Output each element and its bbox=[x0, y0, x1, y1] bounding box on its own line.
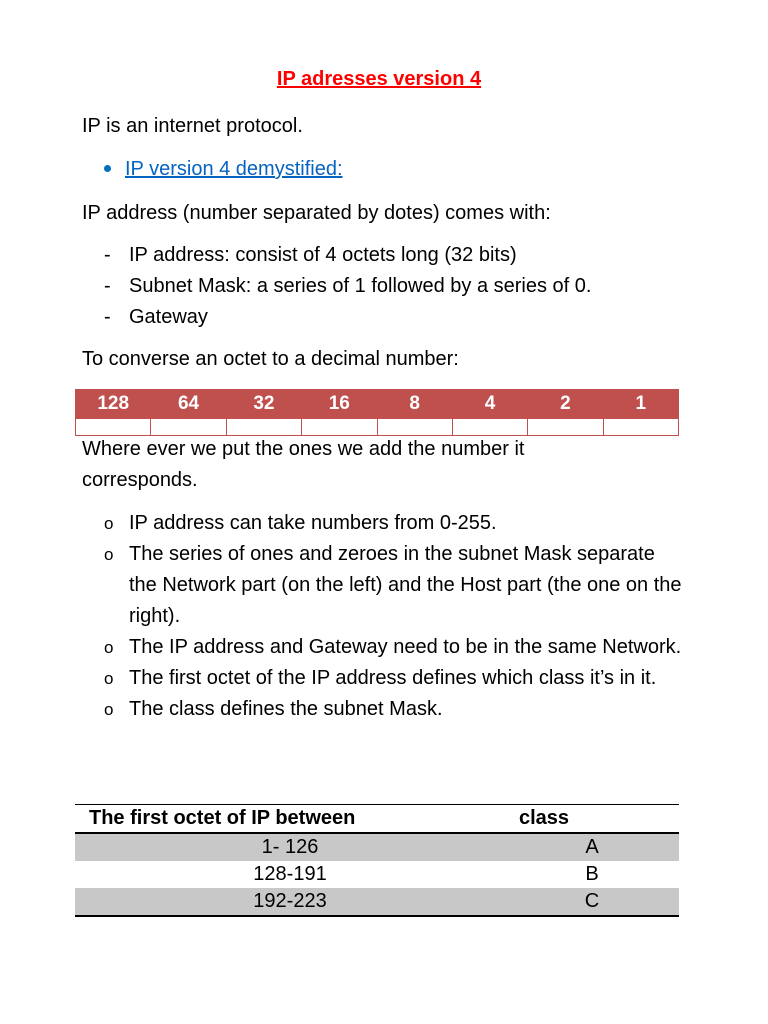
class-cell: C bbox=[505, 888, 679, 916]
octet-empty-cell bbox=[603, 419, 678, 436]
bullet-dot-icon bbox=[104, 165, 111, 172]
dash-item-text: Subnet Mask: a series of 1 followed by a series of 0. bbox=[129, 275, 592, 297]
dash-marker: - bbox=[104, 306, 111, 328]
octet-empty-cell bbox=[151, 419, 226, 436]
octet-bit-value: 4 bbox=[452, 390, 527, 419]
octet-empty-cell bbox=[452, 419, 527, 436]
octet-bit-value: 64 bbox=[151, 390, 226, 419]
circle-marker: o bbox=[104, 514, 114, 533]
circle-marker: o bbox=[104, 700, 114, 719]
intro-text: IP is an internet protocol. bbox=[82, 115, 303, 137]
circle-marker: o bbox=[104, 638, 114, 657]
dash-item-text: IP address: consist of 4 octets long (32 bits) bbox=[129, 244, 517, 266]
octet-bit-value: 1 bbox=[603, 390, 678, 419]
circle-marker: o bbox=[104, 669, 114, 688]
octet-bit-value: 2 bbox=[528, 390, 603, 419]
circle-item-text: The IP address and Gateway need to be in the same Network. bbox=[129, 636, 682, 658]
octet-intro-text: To converse an octet to a decimal number: bbox=[82, 348, 459, 370]
dash-marker: - bbox=[104, 244, 111, 266]
octet-value-table bbox=[75, 389, 679, 436]
class-cell: A bbox=[505, 833, 679, 861]
where-text-line-2: corresponds. bbox=[82, 469, 198, 491]
ip-class-table bbox=[75, 804, 679, 917]
circle-item-text: IP address can take numbers from 0-255. bbox=[129, 512, 497, 534]
octet-bit-value: 128 bbox=[76, 390, 151, 419]
circle-item-text: The first octet of the IP address defines which class it’s in it. bbox=[129, 667, 657, 689]
octet-empty-cell bbox=[76, 419, 151, 436]
circle-list-item bbox=[104, 508, 684, 539]
octet-bit-value: 16 bbox=[302, 390, 377, 419]
circle-item-text: The class defines the subnet Mask. bbox=[129, 698, 443, 720]
table-row bbox=[75, 861, 679, 888]
octet-bit-value: 8 bbox=[377, 390, 452, 419]
class-table-header-row bbox=[75, 805, 679, 834]
octet-empty-cell bbox=[377, 419, 452, 436]
circle-list-item bbox=[104, 632, 684, 663]
octet-bit-value: 32 bbox=[226, 390, 301, 419]
octet-range-cell: 192-223 bbox=[75, 888, 505, 916]
link-bullet-item bbox=[104, 154, 343, 184]
where-text-line-1: Where ever we put the ones we add the number it bbox=[82, 438, 525, 460]
address-intro-text: IP address (number separated by dotes) comes with: bbox=[82, 202, 551, 224]
octet-range-cell: 128-191 bbox=[253, 863, 327, 885]
octet-empty-cell bbox=[302, 419, 377, 436]
page-title: IP adresses version 4 bbox=[276, 68, 482, 90]
table-row bbox=[75, 888, 679, 916]
octet-range-cell: 1- 126 bbox=[75, 833, 505, 861]
octet-empty-cell bbox=[226, 419, 301, 436]
ipv4-demystified-link[interactable]: IP version 4 demystified: bbox=[125, 158, 343, 180]
octet-header-row bbox=[76, 390, 679, 419]
class-cell: B bbox=[585, 863, 599, 885]
circle-list-item bbox=[104, 694, 684, 725]
octet-empty-row bbox=[76, 419, 679, 436]
dash-item-text: Gateway bbox=[129, 306, 208, 328]
circle-list-item bbox=[104, 539, 684, 632]
octet-empty-cell bbox=[528, 419, 603, 436]
class-column-header: class bbox=[505, 805, 679, 834]
circle-list-item bbox=[104, 663, 684, 694]
circle-marker: o bbox=[104, 545, 114, 564]
circle-list bbox=[104, 508, 684, 725]
table-row bbox=[75, 833, 679, 861]
first-octet-column-header: The first octet of IP between bbox=[75, 805, 505, 834]
circle-item-text: The series of ones and zeroes in the subnet Mask separate the Network part (on the left) and the Host part (the one on the right). bbox=[129, 543, 682, 627]
dash-marker: - bbox=[104, 275, 111, 297]
